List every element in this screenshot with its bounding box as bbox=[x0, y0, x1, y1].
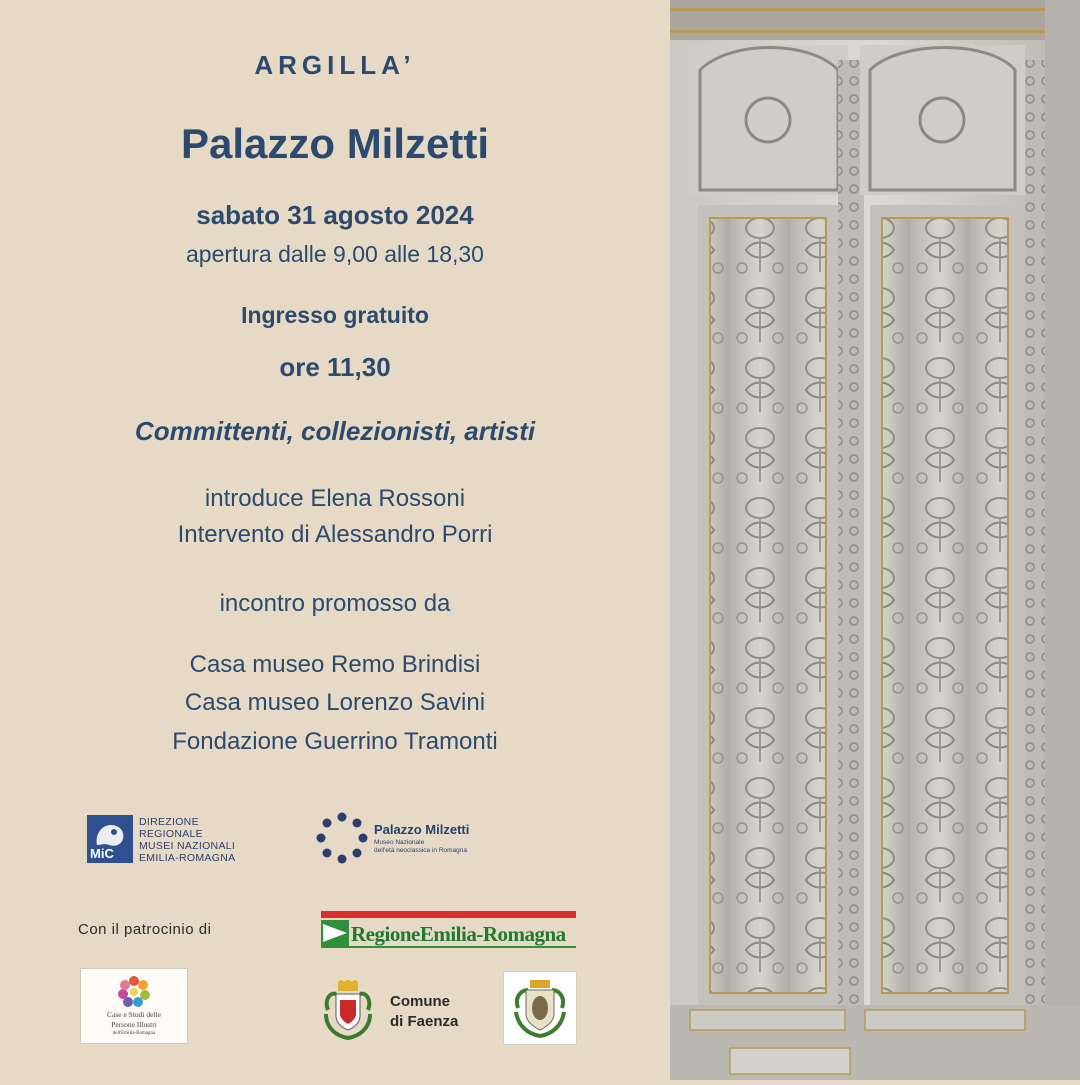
palazzo-logo-name: Palazzo Milzetti bbox=[374, 822, 470, 837]
free-entry: Ingresso gratuito bbox=[241, 302, 429, 328]
case-logo-line: dell'Emilia-Romagna bbox=[112, 1031, 156, 1036]
venue-title: Palazzo Milzetti bbox=[180, 120, 490, 167]
mic-line: EMILIA-ROMAGNA bbox=[139, 852, 236, 864]
faenza-line: Comune bbox=[390, 993, 450, 1010]
faenza-logo bbox=[320, 980, 480, 1040]
case-logo-line: Case e Studi delle bbox=[107, 1010, 161, 1019]
palazzo-milzetti-logo bbox=[316, 812, 516, 868]
regione-flag-icon bbox=[321, 920, 349, 946]
palazzo-logo-sub: dell'età neoclassica in Romagna bbox=[374, 847, 468, 854]
faenza-line: di Faenza bbox=[390, 1013, 459, 1030]
regione-name: RegioneEmilia-Romagna bbox=[351, 922, 566, 946]
stucco-pilasters-photo bbox=[670, 0, 1080, 1080]
organizer-item: Casa museo Lorenzo Savini bbox=[184, 689, 486, 716]
series-title: ARGILLA’ bbox=[254, 50, 416, 80]
regione-red-stripe bbox=[321, 911, 576, 918]
case-studi-logo bbox=[80, 968, 188, 1044]
talk-topic: Committenti, collezionisti, artisti bbox=[134, 416, 536, 446]
promoted-by-label: incontro promosso da bbox=[219, 590, 451, 617]
mic-mark-text: MiC bbox=[90, 846, 114, 861]
dots-ring-icon bbox=[316, 812, 368, 864]
flower-icon bbox=[114, 975, 154, 1007]
mic-logo-text bbox=[139, 816, 235, 864]
talk-time: ore 11,30 bbox=[279, 352, 391, 382]
organizer-item: Casa museo Remo Brindisi bbox=[189, 651, 481, 678]
mic-mark-icon bbox=[87, 815, 133, 863]
regione-green-line bbox=[321, 946, 576, 948]
speaker-talk: Intervento di Alessandro Porri bbox=[177, 521, 493, 548]
crest-icon bbox=[504, 972, 576, 1044]
speaker-intro: introduce Elena Rossoni bbox=[204, 485, 466, 512]
regione-logo bbox=[321, 911, 576, 949]
patronage-label: Con il patrocinio di bbox=[78, 921, 212, 938]
event-date: sabato 31 agosto 2024 bbox=[196, 200, 474, 230]
case-logo-line: Persone Illustri bbox=[111, 1020, 157, 1029]
mic-line: DIREZIONE bbox=[139, 816, 199, 828]
mic-line: REGIONALE bbox=[139, 828, 203, 840]
palazzo-logo-sub: Museo Nazionale bbox=[374, 839, 425, 846]
opening-hours: apertura dalle 9,00 alle 18,30 bbox=[186, 241, 484, 267]
organizer-item: Fondazione Guerrino Tramonti bbox=[172, 728, 498, 755]
faenza-crest-icon bbox=[320, 980, 376, 1040]
mic-line: MUSEI NAZIONALI bbox=[139, 840, 236, 852]
crest-logo bbox=[503, 971, 577, 1045]
mic-logo bbox=[87, 815, 277, 865]
